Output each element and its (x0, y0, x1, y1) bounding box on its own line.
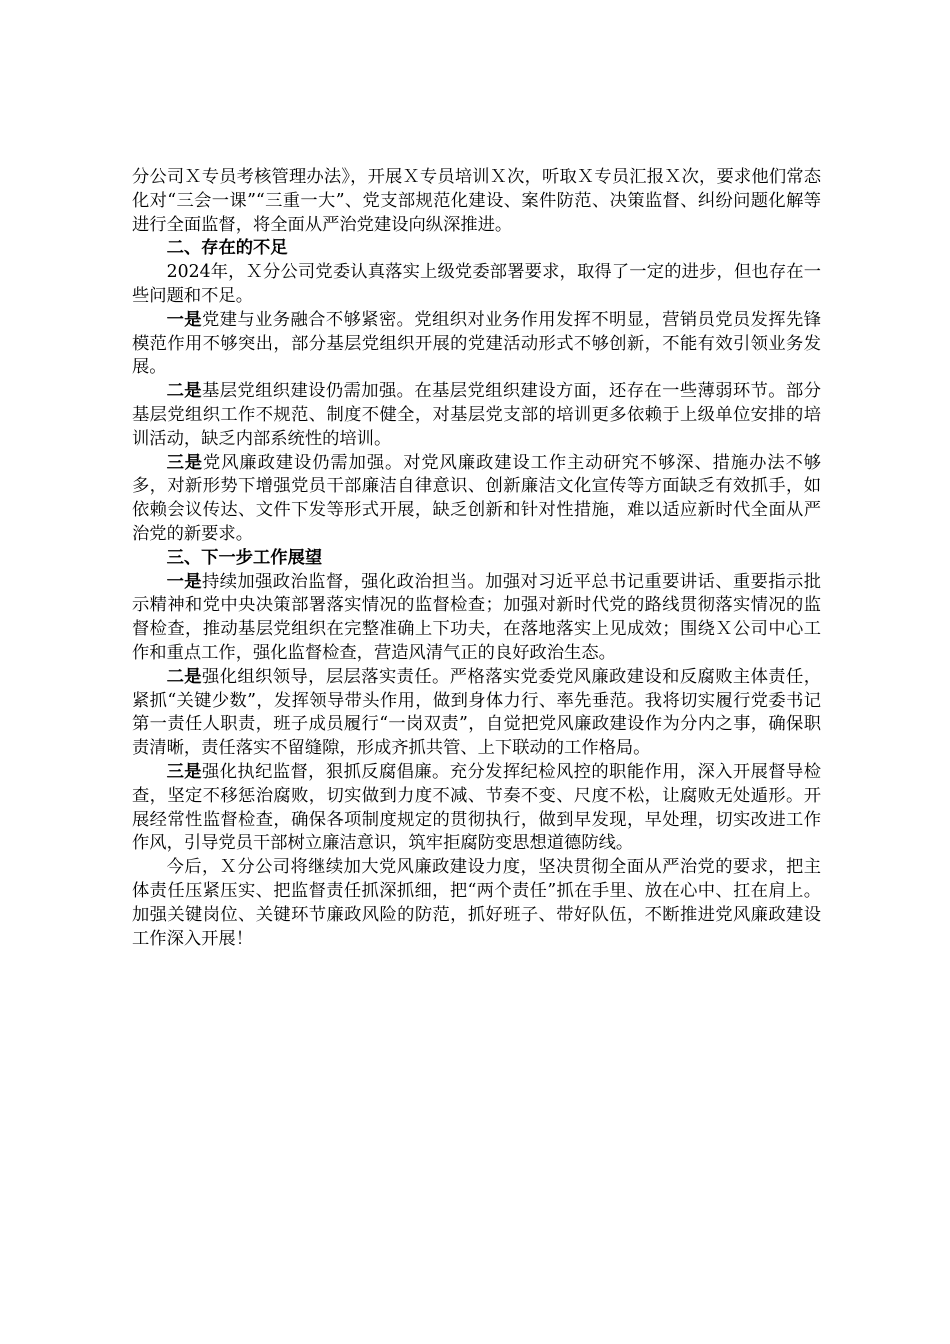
paragraph-outlook-3 (132, 761, 821, 856)
paragraph-body: 党风廉政建设仍需加强。对党风廉政建设工作主动研究不够深、措施办法不够多，对新形势下增强党员干部廉洁自律意识、创新廉洁文化宣传等方面缺乏有效抓手，如依赖会议传达、文件下发等形式开展，缺乏创新和针对性措施，难以适应新时代全面从严治党的新要求。 (132, 452, 821, 544)
section-heading-outlook: 三、下一步工作展望 (166, 547, 323, 568)
paragraph-body: 基层党组织建设仍需加强。在基层党组织建设方面，还存在一些薄弱环节。部分基层党组织工作不规范、制度不健全，对基层党支部的培训更多依赖于上级单位安排的培训活动，缺乏内部系统性的培训。 (132, 381, 821, 449)
document-page (132, 166, 821, 951)
paragraph-intro: 2024年，Ｘ分公司党委认真落实上级党委部署要求，取得了一定的进步，但也存在一些问题和不足。 (132, 262, 821, 306)
section-heading-shortcomings: 二、存在的不足 (166, 238, 288, 259)
paragraph-body: 强化执纪监督，狠抓反腐倡廉。充分发挥纪检风控的职能作用，深入开展督导检查，坚定不移惩治腐败，切实做到力度不减、节奏不变、尺度不松，让腐败无处遁形。开展经常性监督检查，确保各项制度规定的贯彻执行，做到早发现，早处理，切实改进工作作风，引导党员干部树立廉洁意识，筑牢拒腐防变思想道德防线。 (132, 761, 821, 854)
paragraph-conclusion: 今后，Ｘ分公司将继续加大党风廉政建设力度，坚决贯彻全面从严治党的要求，把主体责任压紧压实、把监督责任抓深抓细，把“两个责任”抓在手里、放在心中、扛在肩上。加强关键岗位、关键环节廉政风险的防范，抓好班子、带好队伍，不断推进党风廉政建设工作深入开展！ (132, 857, 821, 949)
paragraph-shortcoming-3 (132, 452, 821, 547)
lead-phrase: 一是 (166, 571, 202, 592)
paragraph-continuation: 分公司Ｘ专员考核管理办法》，开展Ｘ专员培训Ｘ次，听取Ｘ专员汇报Ｘ次，要求他们常态化对“三会一课”“三重一大”、党支部规范化建设、案件防范、决策监督、纠纷问题化解等进行全面监督，将全面从严治党建设向纵深推进。 (132, 167, 821, 235)
paragraph-body: 强化组织领导，层层落实责任。严格落实党委党风廉政建设和反腐败主体责任，紧抓“关键少数”，发挥领导带头作用，做到身体力行、率先垂范。我将切实履行党委书记第一责任人职责，班子成员履行“一岗双责”，自觉把党风廉政建设作为分内之事，确保职责清晰，责任落实不留缝隙，形成齐抓共管、上下联动的工作格局。 (132, 666, 821, 759)
paragraph-outlook-2 (132, 666, 821, 761)
lead-phrase: 二是 (166, 666, 202, 687)
paragraph-body: 持续加强政治监督，强化政治担当。加强对习近平总书记重要讲话、重要指示批示精神和党中央决策部署落实情况的监督检查；加强对新时代党的路线贯彻落实情况的监督检查，推动基层党组织在完整准确上下功夫，在落地落实上见成效；围绕Ｘ公司中心工作和重点工作，强化监督检查，营造风清气正的良好政治生态。 (132, 571, 821, 663)
paragraph-shortcoming-2 (132, 380, 821, 451)
lead-phrase: 三是 (166, 761, 202, 782)
lead-phrase: 三是 (166, 452, 203, 473)
lead-phrase: 一是 (166, 309, 202, 330)
lead-phrase: 二是 (166, 381, 202, 402)
paragraph-outlook-1 (132, 571, 821, 666)
paragraph-shortcoming-1 (132, 309, 821, 380)
paragraph-body: 党建与业务融合不够紧密。党组织对业务作用发挥不明显，营销员党员发挥先锋模范作用不够突出，部分基层党组织开展的党建活动形式不够创新，不能有效引领业务发展。 (132, 309, 821, 378)
